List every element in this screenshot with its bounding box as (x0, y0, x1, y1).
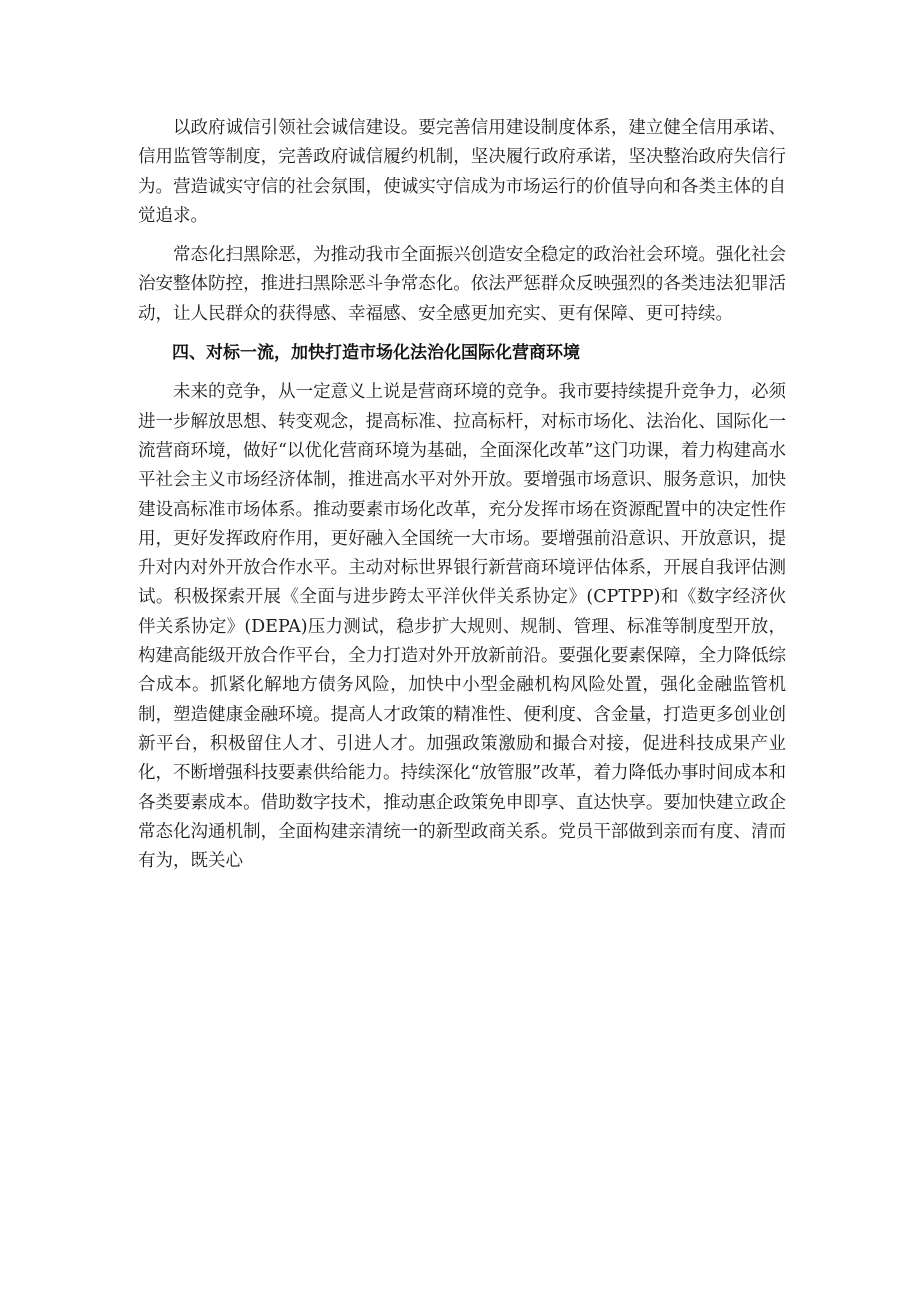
paragraph-integrity: 以政府诚信引领社会诚信建设。要完善信用建设制度体系，建立健全信用承诺、信用监管等制度，完善政府诚信履约机制，坚决履行政府承诺，坚决整治政府失信行为。营造诚实守信的社会氛围，使诚实守信成为市场运行的价值导向和各类主体的自觉追求。 (138, 118, 786, 226)
section-heading: 四、对标一流，加快打造市场化法治化国际化营商环境 (172, 343, 580, 364)
paragraph-business-environment: 未来的竞争，从一定意义上说是营商环境的竞争。我市要持续提升竞争力，必须进一步解放思想、转变观念，提高标准、拉高标杆，对标市场化、法治化、国际化一流营商环境，做好“以优化营商环境为基础，全面深化改革”这门功课，着力构建高水平社会主义市场经济体制，推进高水平对外开放。要增强市场意识、服务意识，加快建设高标准市场体系。推动要素市场化改革，充分发挥市场在资源配置中的决定性作用，更好发挥政府作用，更好融入全国统一大市场。要增强前沿意识、开放意识，提升对内对外开放合作水平。主动对标世界银行新营商环境评估体系，开展自我评估测试。积极探索开展《全面与进步跨太平洋伙伴关系协定》(CPTPP)和《数字经济伙伴关系协定》(DEPA)压力测试，稳步扩大规则、规制、管理、标准等制度型开放，构建高能级开放合作平台，全力打造对外开放新前沿。要强化要素保障，全力降低综合成本。抓紧化解地方债务风险，加快中小型金融机构风险处置，强化金融监管机制，塑造健康金融环境。提高人才政策的精准性、便利度、含金量，打造更多创业创新平台，积极留住人才、引进人才。加强政策激励和撮合对接，促进科技成果产业化，不断增强科技要素供给能力。持续深化“放管服”改革，着力降低办事时间成本和各类要素成本。借助数字技术，推动惠企政策免申即享、直达快享。要加快建立政企常态化沟通机制，全面构建亲清统一的新型政商关系。党员干部做到亲而有度、清而有为，既关心 (138, 382, 786, 872)
paragraph-anti-crime: 常态化扫黑除恶，为推动我市全面振兴创造安全稳定的政治社会环境。强化社会治安整体防控，推进扫黑除恶斗争常态化。依法严惩群众反映强烈的各类违法犯罪活动，让人民群众的获得感、幸福感、安全感更加充实、更有保障、更可持续。 (138, 245, 786, 324)
document-body (138, 114, 786, 886)
